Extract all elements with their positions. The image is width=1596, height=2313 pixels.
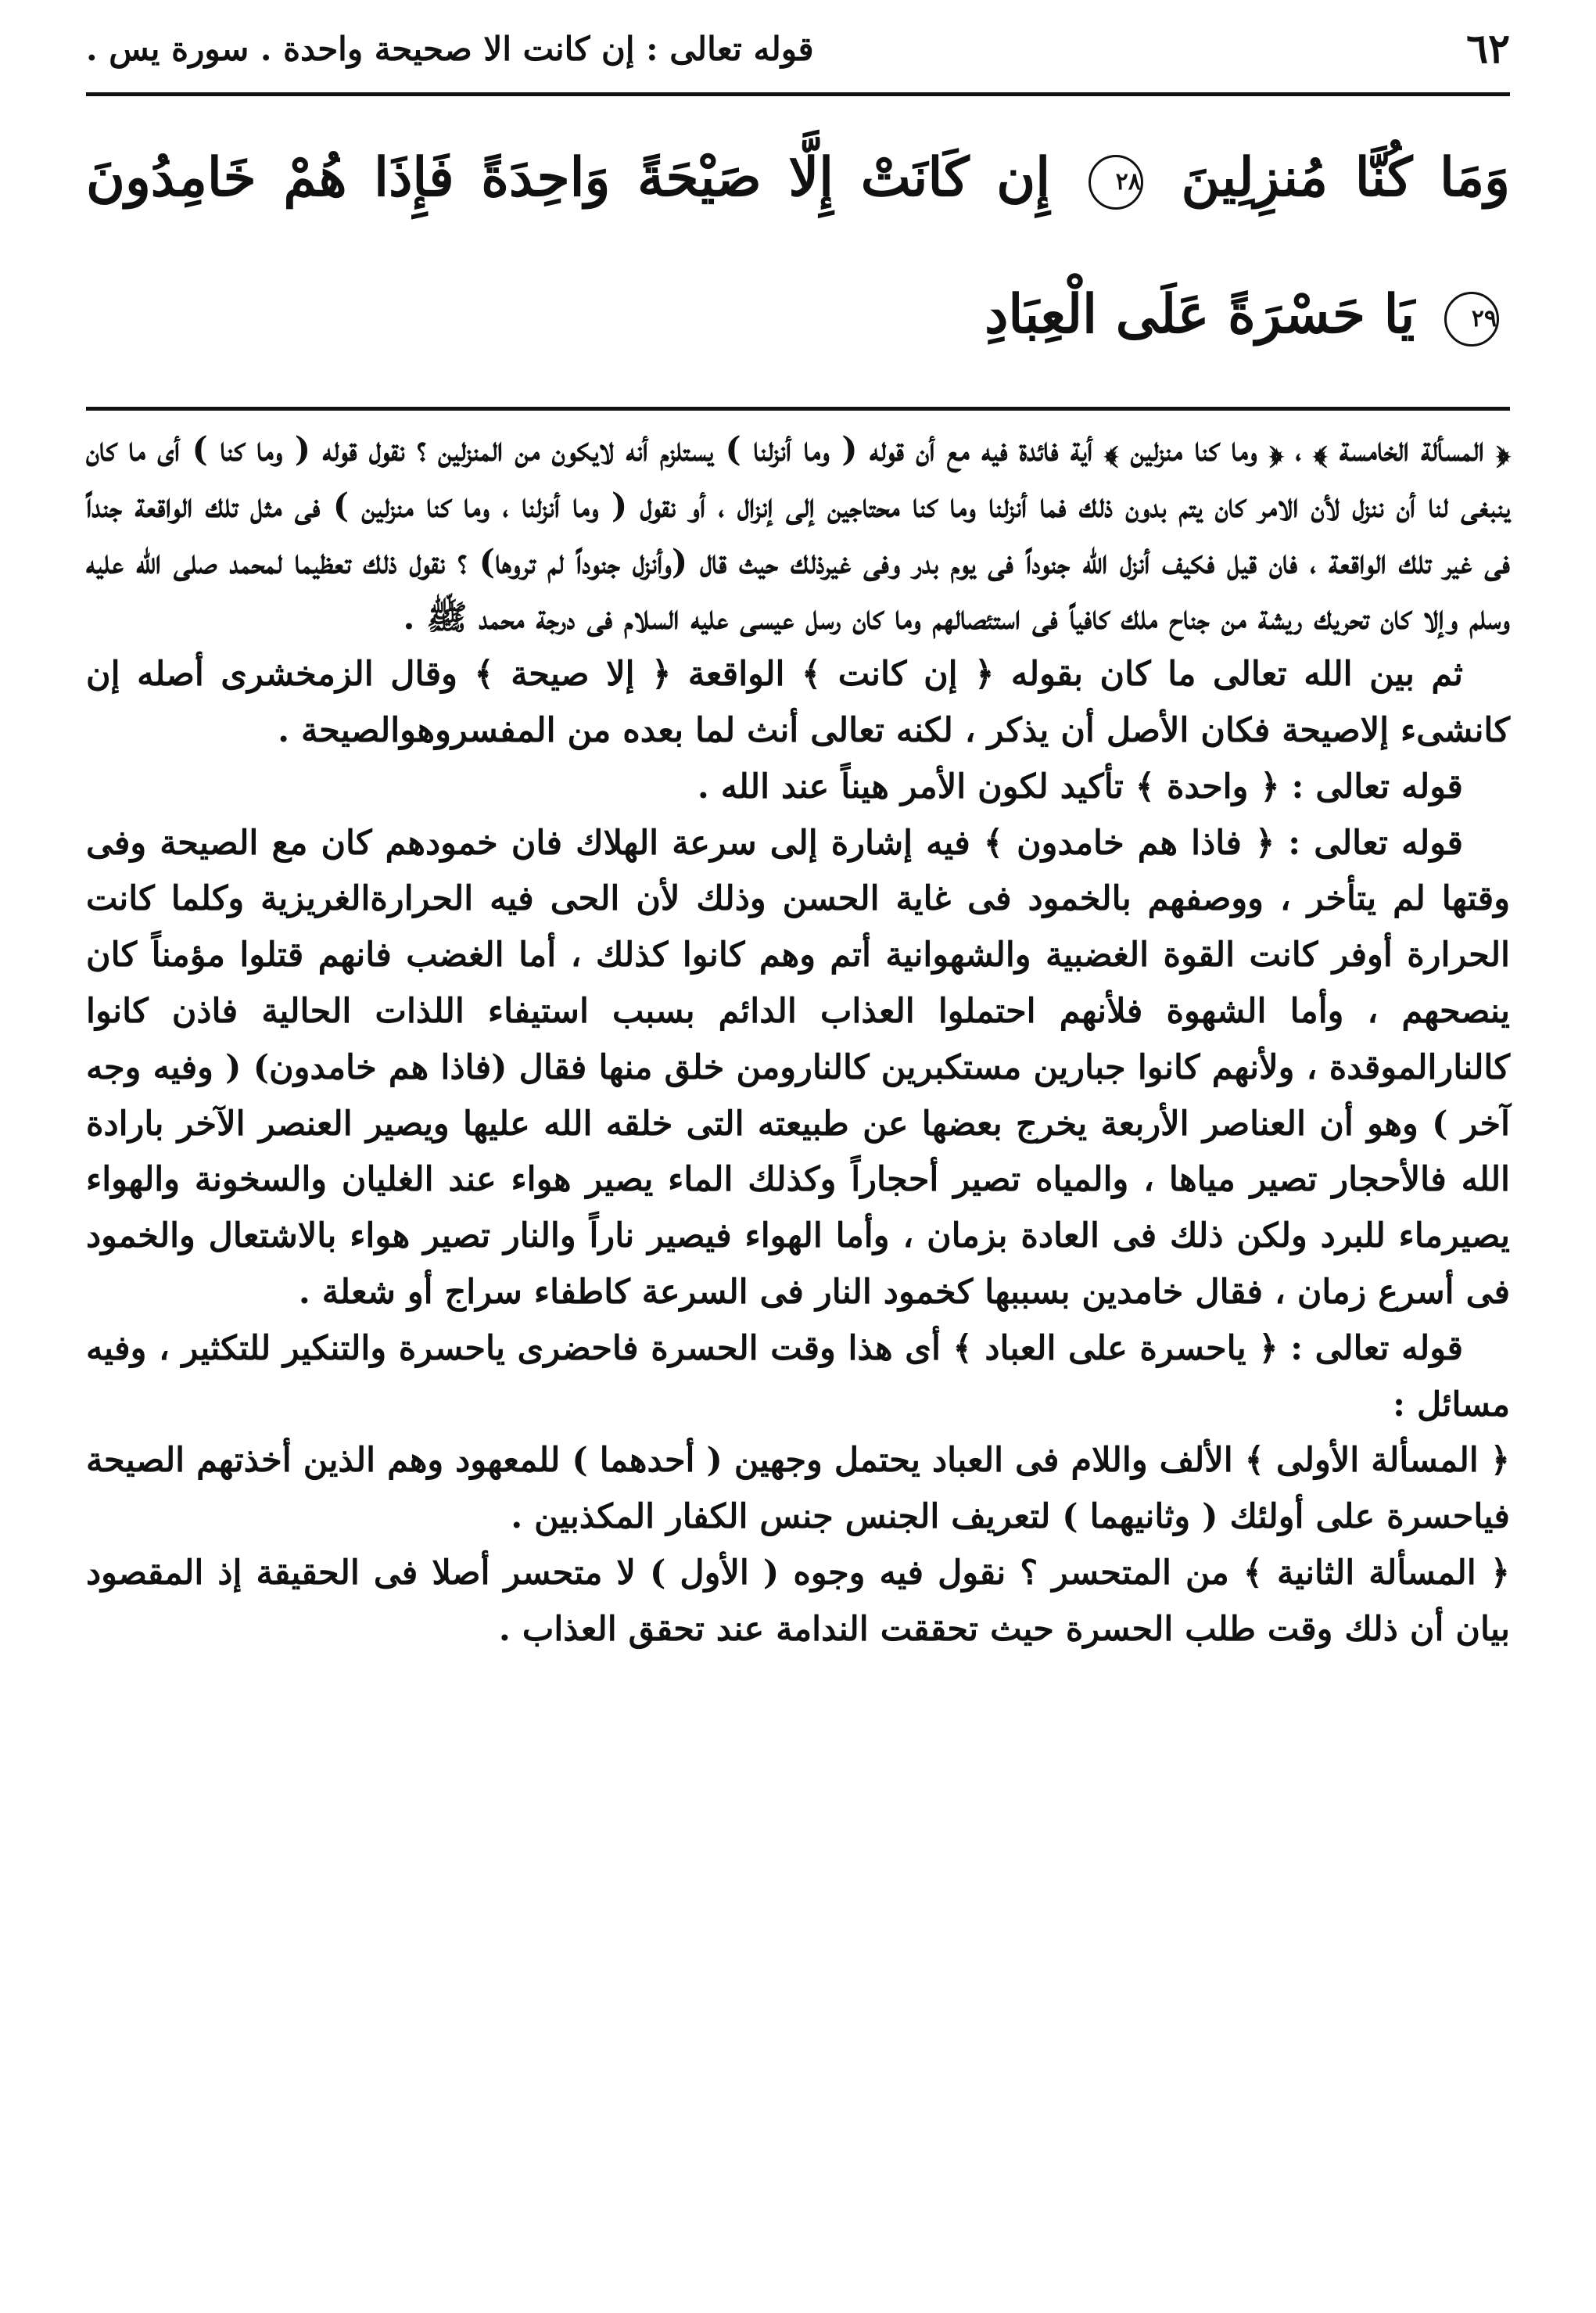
commentary-paragraph: قوله تعالى : ﴿ واحدة ﴾ تأكيد لكون الأمر هيناً عند الله . (697, 767, 1463, 806)
verse-text-2: إِن كَانَتْ إِلَّا صَيْحَةً وَاحِدَةً فَإِذَا هُمْ خَامِدُونَ (86, 146, 1051, 209)
header-rule (86, 92, 1510, 96)
verse-rule (86, 407, 1510, 411)
commentary-paragraph: ثم بين الله تعالى ما كان بقوله ﴿ إن كانت ﴾ الواقعة ﴿ إلا صيحة ﴾ وقال الزمخشرى أصله إن كانشىء إلاصيحة فكان الأصل أن يذكر ، لكنه تعالى أنث لما بعده من المفسروهوالصيحة . (86, 655, 1510, 750)
verse-number-marker: ٢٨ (1089, 155, 1143, 210)
commentary-paragraph: ﴿ المسألة الخامسة ﴾ ، ﴿ وما كنا منزلين ﴾ أية فائدة فيه مع أن قوله ( وما أنزلنا ) يستلزم أنه لايكون من المنزلين ؟ نقول قوله ( وما كنا ) أى ما كان ينبغى لنا أن ننزل لأن الامر كان يتم بدون ذلك فما أنزلنا وما كنا محتاجين إلى إنزال ، أو نقول ( وما أنزلنا ، وما كنا منزلين ) فى مثل تلك الواقعة جنداً فى غير تلك الواقعة ، فان قيل فكيف أنزل الله جنوداً فى يوم بدر وفى غيرذلك حيث قال (وأنزل جنوداً لم تروها) ؟ نقول ذلك تعظيما لمحمد صلى الله عليه وسلم وإلا كان تحريك ريشة من جناح ملك كافياً فى استئصالهم وما كان رسل عيسى عليه السلام فى درجة محمد ﷺ . (86, 430, 1510, 638)
verse-number-marker: ٢٩ (1444, 292, 1499, 347)
commentary-body (86, 422, 1510, 1658)
running-title: قوله تعالى : إن كانت الا صحيحة واحدة . سورة يس . (86, 29, 814, 68)
page-number: ٦٢ (1466, 24, 1510, 73)
verse-text-3: يَا حَسْرَةً عَلَى الْعِبَادِ (984, 283, 1415, 346)
page-header (86, 17, 1510, 80)
commentary-paragraph: ﴿ المسألة الأولى ﴾ الألف واللام فى العباد يحتمل وجهين ( أحدهما ) للمعهود وهم الذين أخذتهم الصيحة فياحسرة على أولئك ( وثانيهما ) لتعريف الجنس جنس الكفار المكذبين . (86, 1441, 1510, 1537)
quran-verse (86, 110, 1510, 399)
verse-text-1: وَمَا كُنَّا مُنزِلِينَ (1181, 146, 1510, 209)
commentary-paragraph: قوله تعالى : ﴿ ياحسرة على العباد ﴾ أى هذا وقت الحسرة فاحضرى ياحسرة والتنكير للتكثير ، وفيه مسائل : (86, 1328, 1510, 1424)
commentary-paragraph: ﴿ المسألة الثانية ﴾ من المتحسر ؟ نقول فيه وجوه ( الأول ) لا متحسر أصلا فى الحقيقة إذ المقصود بيان أن ذلك وقت طلب الحسرة حيث تحققت الندامة عند تحقق العذاب . (86, 1553, 1510, 1649)
commentary-paragraph: قوله تعالى : ﴿ فاذا هم خامدون ﴾ فيه إشارة إلى سرعة الهلاك فان خمودهم كان مع الصيحة وفى وقتها لم يتأخر ، ووصفهم بالخمود فى غاية الحسن وذلك لأن الحى فيه الحرارةالغريزية وكلما كانت الحرارة أوفر كانت القوة الغضبية والشهوانية أتم وهم كانوا كذلك ، أما الغضب فانهم قتلوا مؤمناً كان ينصحهم ، وأما الشهوة فلأنهم احتملوا العذاب الدائم بسبب استيفاء اللذات الحالية فاذن كانوا كالنارالموقدة ، ولأنهم كانوا جبارين مستكبرين كالنارومن خلق منها فقال (فاذا هم خامدون) ( وفيه وجه آخر ) وهو أن العناصر الأربعة يخرج بعضها عن طبيعته التى خلقه الله عليها ويصير العنصر الآخر بارادة الله فالأحجار تصير مياها ، والمياه تصير أحجاراً وكذلك الماء يصير هواء عند الغليان والسخونة والهواء يصيرماء للبرد ولكن ذلك فى العادة بزمان ، وأما الهواء فيصير ناراً والنار تصير هواء بالاشتعال والخمود فى أسرع زمان ، فقال خامدين بسببها كخمود النار فى السرعة كاطفاء سراج أو شعلة . (86, 823, 1510, 1312)
